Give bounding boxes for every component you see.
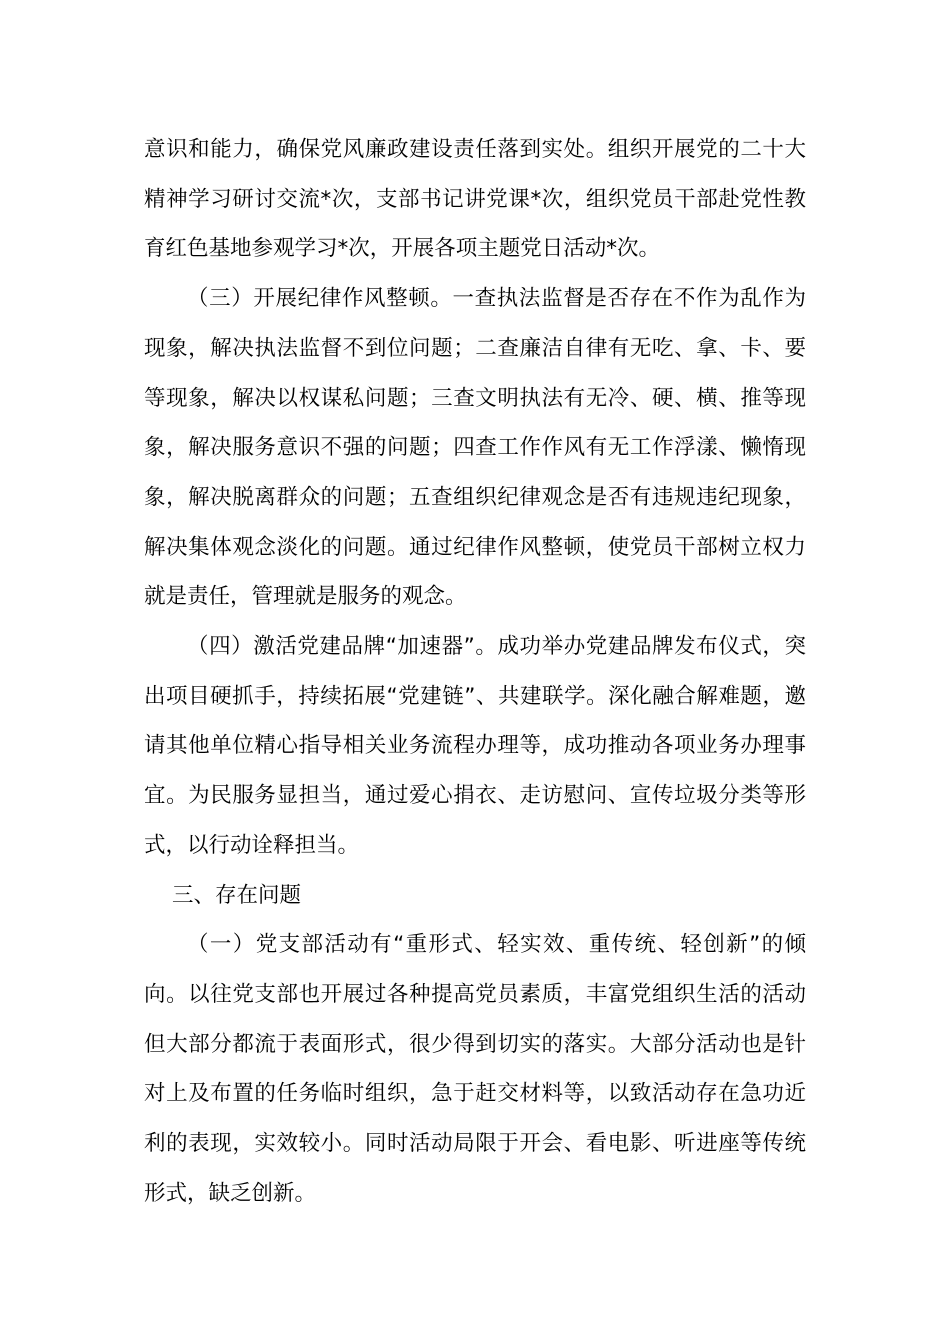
paragraph-problem-1: （一）党支部活动有“重形式、轻实效、重传统、轻创新”的倾向。以往党支部也开展过各种提高党员素质，丰富党组织生活的活动但大部分都流于表面形式，很少得到切实的落实。大部分活动也是针对上及布置的任务临时组织，急于赶交材料等，以致活动存在急功近利的表现，实效较小。同时活动局限于开会、看电影、听进座等传统形式，缺乏创新。 (144, 932, 806, 1206)
paragraph-section-3-discipline: （三）开展纪律作风整顿。一查执法监督是否存在不作为乱作为现象，解决执法监督不到位问题；二查廉洁自律有无吃、拿、卡、要等现象，解决以权谋私问题；三查文明执法有无冷、硬、横、推等现象，解决服务意识不强的问题；四查工作作风有无工作浮漾、懒惰现象，解决脱离群众的问题；五查组织纪律观念是否有违规违纪现象，解决集体观念淡化的问题。通过纪律作风整顿，使党员干部树立权力就是责任，管理就是服务的观念。 (144, 286, 806, 610)
paragraph-continued: 意识和能力，确保党风廉政建设责任落到实处。组织开展党的二十大精神学习研讨交流*次，支部书记讲党课*次，组织党员干部赴党性教育红色基地参观学习*次，开展各项主题党日活动*次。 (144, 137, 806, 262)
section-heading-problems: 三、存在问题 (172, 882, 302, 908)
paragraph-section-4-brand: （四）激活党建品牌“加速器”。成功举办党建品牌发布仪式，突出项目硬抓手，持续拓展“党建链”、共建联学。深化融合解难题，邀请其他单位精心指导相关业务流程办理等，成功推动各项业务办理事宜。为民服务显担当，通过爱心捐衣、走访慰问、宣传垃圾分类等形式，以行动诠释担当。 (144, 634, 806, 858)
document-body (144, 125, 806, 1218)
